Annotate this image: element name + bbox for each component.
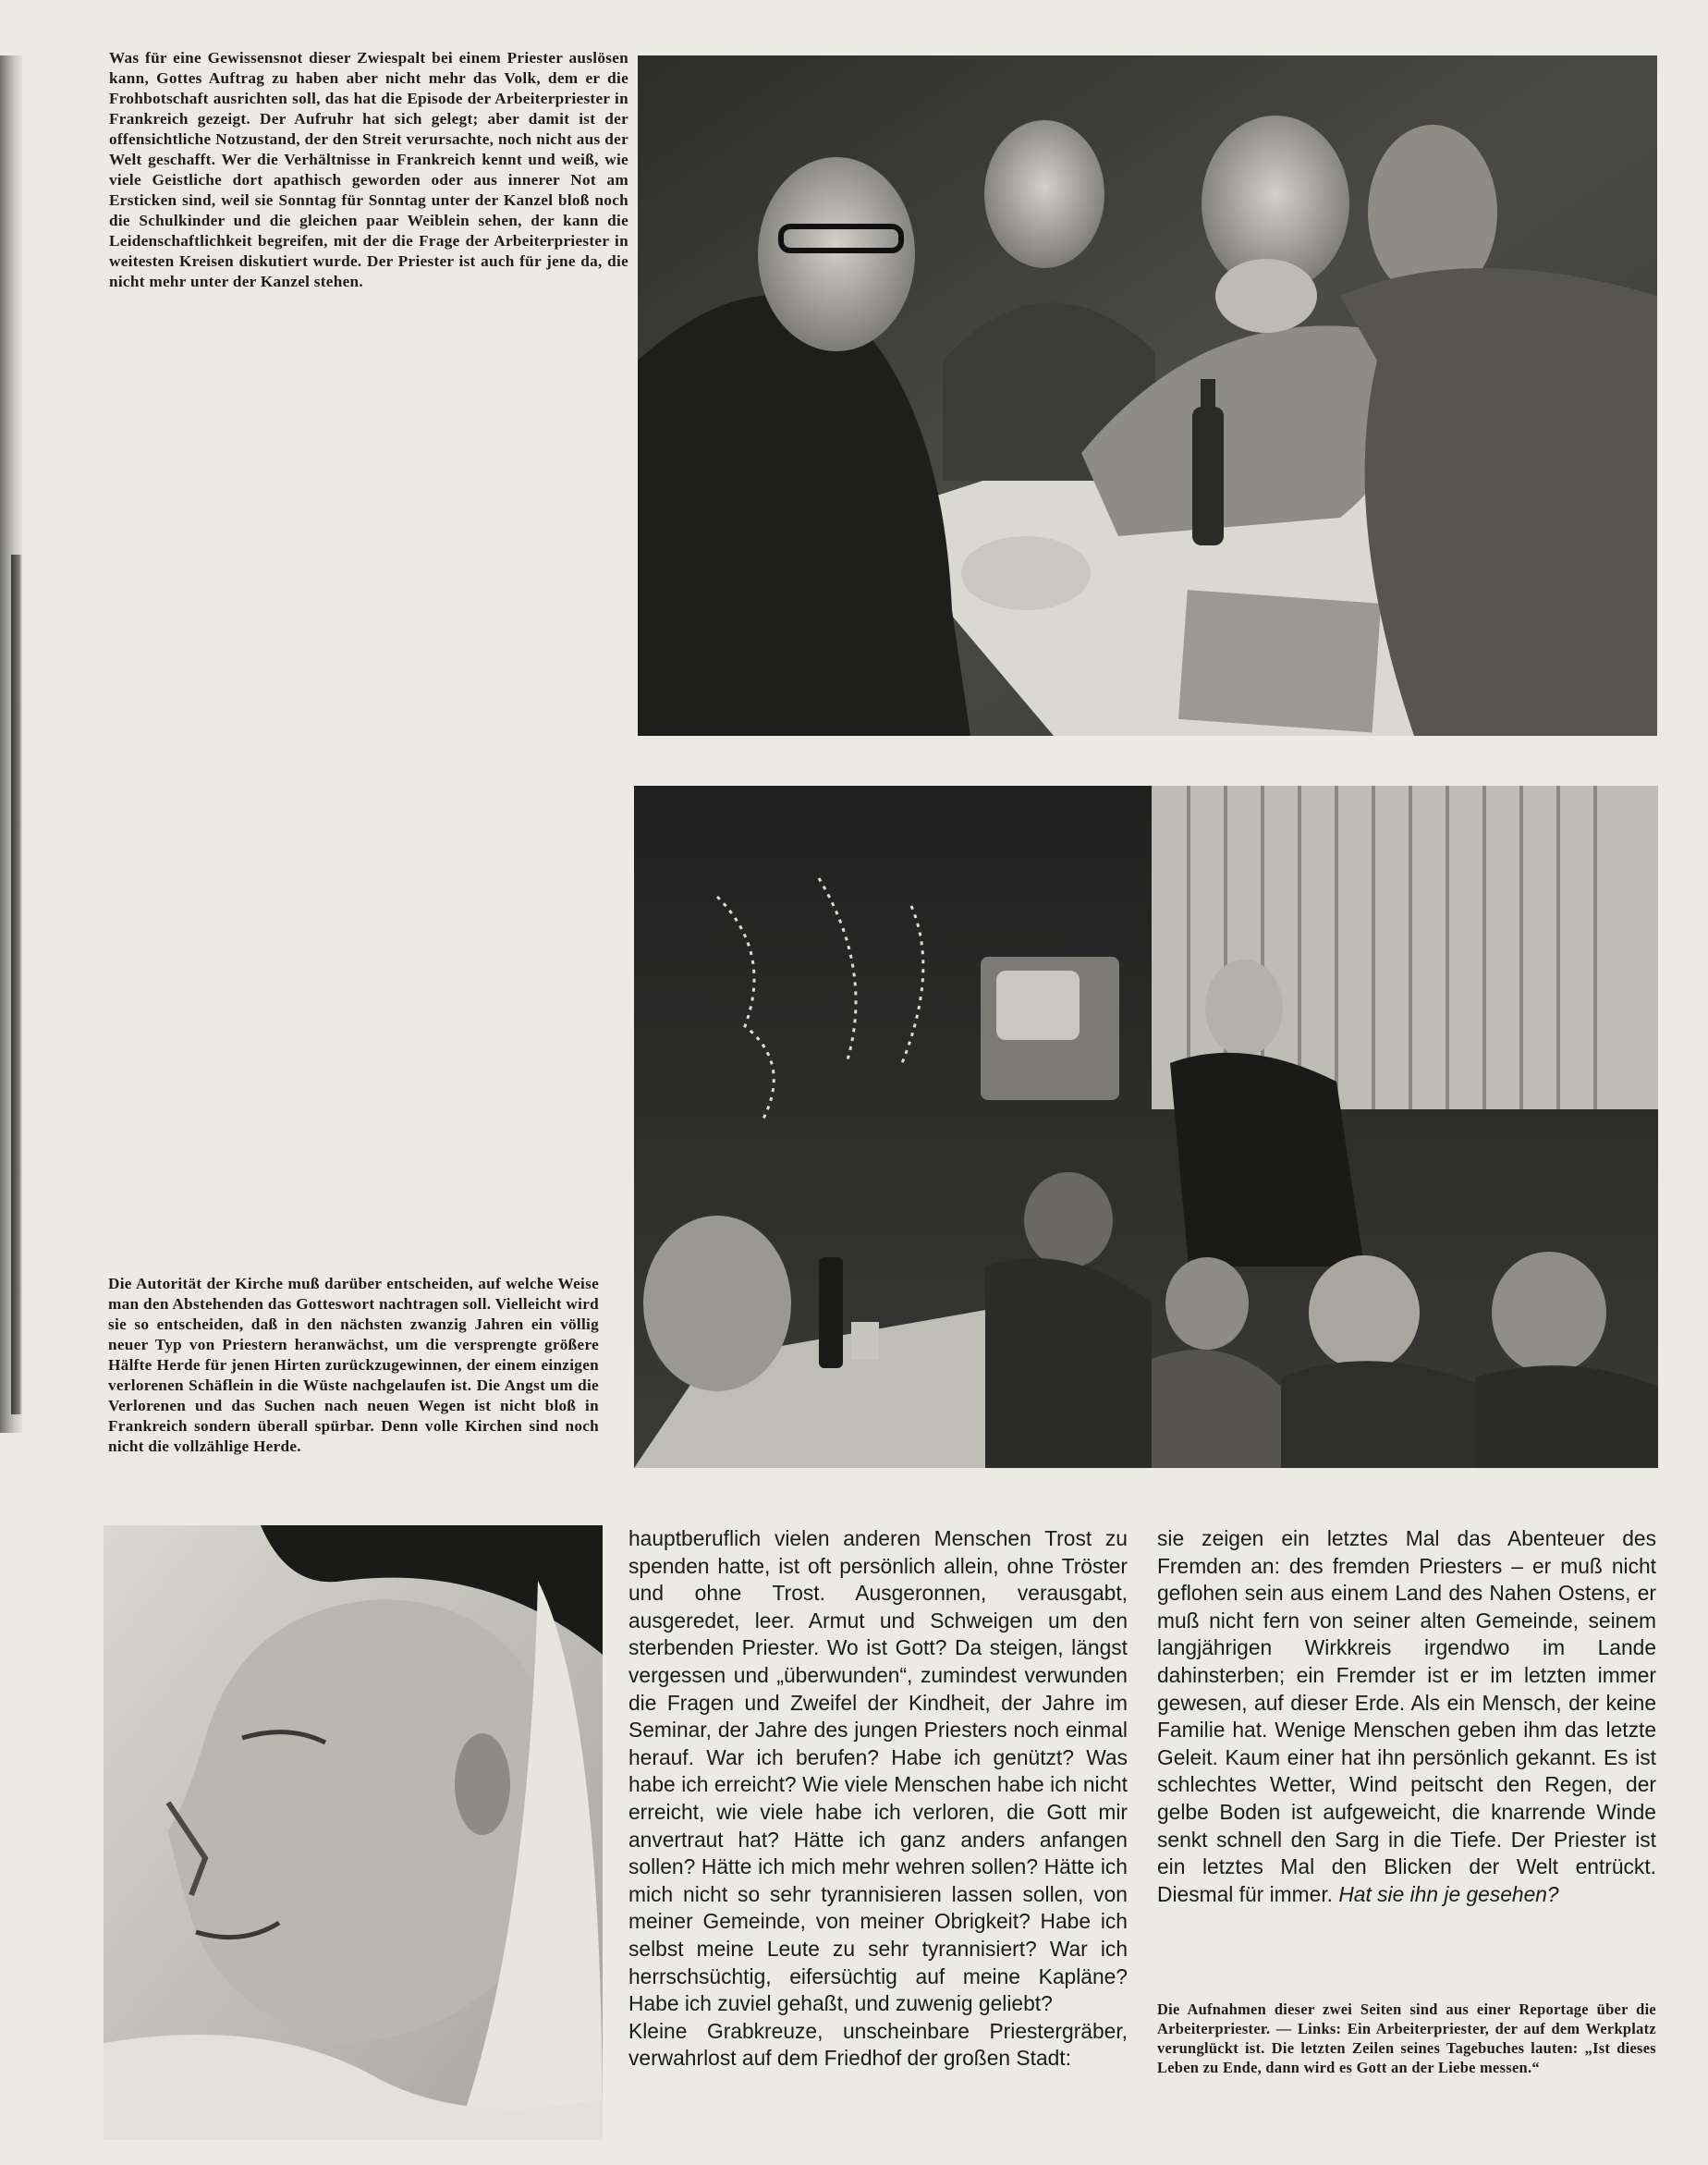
caption-bottom: Die Aufnahmen dieser zwei Seiten sind aus einer Reportage über die Arbeiterpriester. — Links: Ein Arbeiterpriester, der auf dem Werkplatz verunglückt ist. Die letzten Zeilen seines Tagebuches lauten: „Ist dieses Leben zu Ende, dann wird es Gott an der Liebe messen.“ (1157, 2000, 1656, 2076)
caption-top: Was für eine Gewissensnot dieser Zwiespalt bei einem Priester auslösen kann, Gottes Auftrag zu haben aber nicht mehr das Volk, dem er die Frohbotschaft ausrichten soll, das hat die Episode der Arbeiterpriester in Frankreich gezeigt. Der Aufruhr hat sich gelegt; aber damit ist der offensichtliche Notzustand, der den Streit verursachte, noch nicht aus der Welt geschafft. Wer die Verhältnisse in Frankreich kennt und weiß, wie viele Geistliche dort apathisch geworden oder aus innerer Not am Ersticken sind, weil sie Sonntag für Sonntag unter der Kanzel bloß noch die Schulkinder und die gleichen paar Weiblein sehen, der kann die Leidenschaftlichkeit begreifen, mit der die Frage der Arbeiterpriester in weitesten Kreisen diskutiert wurde. Der Priester ist auch für jene da, die nicht mehr unter der Kanzel stehen. (109, 49, 628, 290)
page-binding-shadow (11, 555, 22, 1414)
photo-family-dinner-christmas (634, 786, 1658, 1468)
article-column-2-text: sie zeigen ein letztes Mal das Abenteuer des Fremden an: des fremden Priesters – er muß nicht geflohen sein aus einem Land des Nahen Ostens, er muß nicht fern von seiner alten Gemeinde, seinem langjährigen Wirkkreis irgendwo im Lande dahinsterben; ein Fremder ist er im letzten immer gewesen, auf dieser Erde. Als ein Mensch, der keine Familie hat. Wenige Menschen geben ihm das letzte Geleit. Kaum einer hat ihn persönlich gekannt. Es ist schlechtes Wetter, Wind peitscht den Regen, der gelbe Boden ist aufgeweicht, die knarrende Winde senkt schnell den Sarg in die Tiefe. Der Priester ist ein letztes Mal den Blicken der Welt entrückt. Diesmal für immer. (1157, 1526, 1656, 1906)
article-column-1-text: hauptberuflich vielen anderen Menschen Trost zu spenden hatte, ist oft persönlich allein, ohne Tröster und ohne Trost. Ausgeronnen, verausgabt, ausgeredet, leer. Armut und Schweigen um den sterbenden Priester. Wo ist Gott? Da steigen, längst vergessen und „überwunden“, zumindest verwunden die Fragen und Zweifel der Kindheit, der Jahre im Seminar, der Jahre des jungen Priesters noch einmal herauf. War ich berufen? Habe ich genützt? Was habe ich erreicht? Wie viele Menschen habe ich nicht erreicht, wie viele habe ich verloren, die Gott mir anvertraut hat? Hätte ich ganz anders anfangen sollen? Hätte ich mich mehr wehren sollen? Hätte ich mich nicht so sehr tyrannisieren lassen sollen, von meiner Gemeinde, von meiner Obrigkeit? Habe ich selbst meine Leute zu sehr tyrannisiert? War ich herrschsüchtig, eifersüchtig auf meine Kapläne? Habe ich zuviel gehaßt, und zuwenig geliebt? (628, 1526, 1128, 2016)
caption-middle: Die Autorität der Kirche muß darüber entscheiden, auf welche Weise man den Abstehenden das Gotteswort nachtragen soll. Vielleicht wird sie so entscheiden, daß in den nächsten zwanzig Jahren ein völlig neuer Typ von Priestern heranwächst, um die versprengte größere Hälfte Herde für jenen Hirten zurückzugewinnen, der einem einzigen verlorenen Schäflein in die Wüste nachgelaufen ist. Die Angst um die Verlorenen und das Suchen nach neuen Wegen ist nicht bloß in Frankreich sondern überall spürbar. Denn volle Kirchen sind noch nicht die vollzählige Herde. (108, 1275, 599, 1455)
photo-priest-with-young-workers (638, 55, 1657, 736)
article-column-2 (1157, 1525, 1656, 1908)
article-column-1-continued: Kleine Grabkreuze, unscheinbare Priestergräber, verwahrlost auf dem Friedhof der großen Stadt: (628, 2018, 1128, 2071)
article-column-1 (628, 1525, 1128, 2073)
article-column-2-italic: Hat sie ihn je gesehen? (1338, 1881, 1559, 1906)
photo-deceased-worker-priest (104, 1525, 603, 2140)
